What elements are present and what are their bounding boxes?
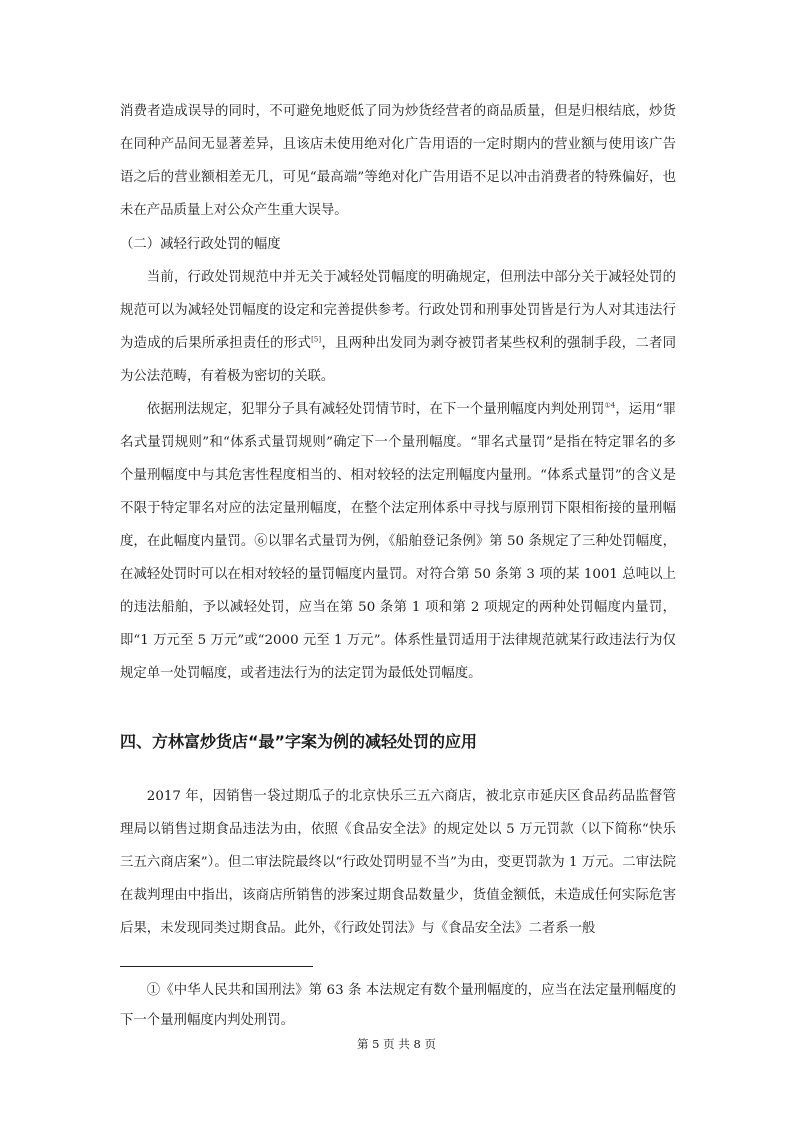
chapter-heading: 四、方林富炒货店“最”字案为例的减轻处罚的应用 [120,732,478,751]
paragraph-penalty-norms [120,261,676,393]
citation-ref: [5] [311,335,322,344]
paragraph-text: ，且两种出发同为剥夺被罚者某些权利的强制手段，二者同为公法范畴，有着极为密切的关联。 [120,336,677,384]
paragraph-text: 当前，行政处罚规范中并无关于减轻处罚幅度的明确规定，但刑法中部分关于减轻处罚的规范可以为减轻处罚幅度的设定和完善提供参考。行政处罚和刑事处罚皆是行为人对其违法行为造成的后果所承担责任的形式 [120,270,676,351]
paragraph-criminal-law-basis [120,393,676,690]
paragraph-case-2017 [120,780,676,945]
footnote-ref: ①4 [604,401,616,410]
footnote-divider [120,966,313,967]
paragraph-text: 依据刑法规定，犯罪分子具有减轻处罚情节时，在下一个量刑幅度内判处刑罚 [146,402,605,417]
paragraph-consumer-misleading [120,95,676,227]
section-heading-mitigation-range: （二）减轻行政处罚的幅度 [120,237,281,252]
footnote: ①《中华人民共和国刑法》第 63 条 本法规定有数个量刑幅度的，应当在法定量刑幅度的下一个量刑幅度内判处刑罚。 [120,983,676,1028]
paragraph-text: 消费者造成误导的同时，不可避免地贬低了同为炒货经营者的商品质量，但是归根结底，炒货在同种产品间无显著差异，且该店未使用绝对化广告用语的一定时期内的营业额与使用该广告语之后的营业额相差无几，可见“最高端”等绝对化广告用语不足以冲击消费者的特殊偏好，也未在产品质量上对公众产生重大误导。 [120,104,676,218]
page-number: 第 5 页 共 8 页 [357,1037,436,1051]
paragraph-text: 2017 年，因销售一袋过期瓜子的北京快乐三五六商店，被北京市延庆区食品药品监督管理局以销售过期食品违法为由，依照《食品安全法》的规定处以 5 万元罚款（以下简称“快乐三五六商店案”）。但二审法院最终以“行政处罚明显不当”为由，变更罚款为 1 万元。二审法院在裁判理由中指出，该商店所销售的涉案过期食品数量少，货值金额低，未造成任何实际危害后果，未发现同类过期食品。此外，《行政处罚法》与《食品安全法》二者系一般 [120,789,676,936]
paragraph-text: ，运用“罪名式量罚规则”和“体系式量罚规则”确定下一个量刑幅度。“罪名式量罚”是指在特定罪名的多个量刑幅度中与其危害性程度相当的、相对较轻的法定刑幅度内量刑。“体系式量罚”的含义是不限于特定罪名对应的法定量刑幅度，在整个法定刑体系中寻找与原刑罚下限相衔接的量刑幅度，在此幅度内量罚。⑥以罪名式量罚为例，《船舶登记条例》第 50 条规定了三种处罚幅度，在减轻处罚时可以在相对较轻的量罚幅度内量罚。对符合第 50 条第 3 项的某 1001 总吨以上的违法船舶，予以减轻处罚，应当在第 50 条第 1 项和第 2 项规定的两种处罚幅度内量罚，即“1 万元至 5 万元”或“2000 元至 1 万元”。体系性量罚适用于法律规范就某行政违法行为仅规定单一处罚幅度，或者违法行为的法定罚为最低处罚幅度。 [120,402,677,681]
